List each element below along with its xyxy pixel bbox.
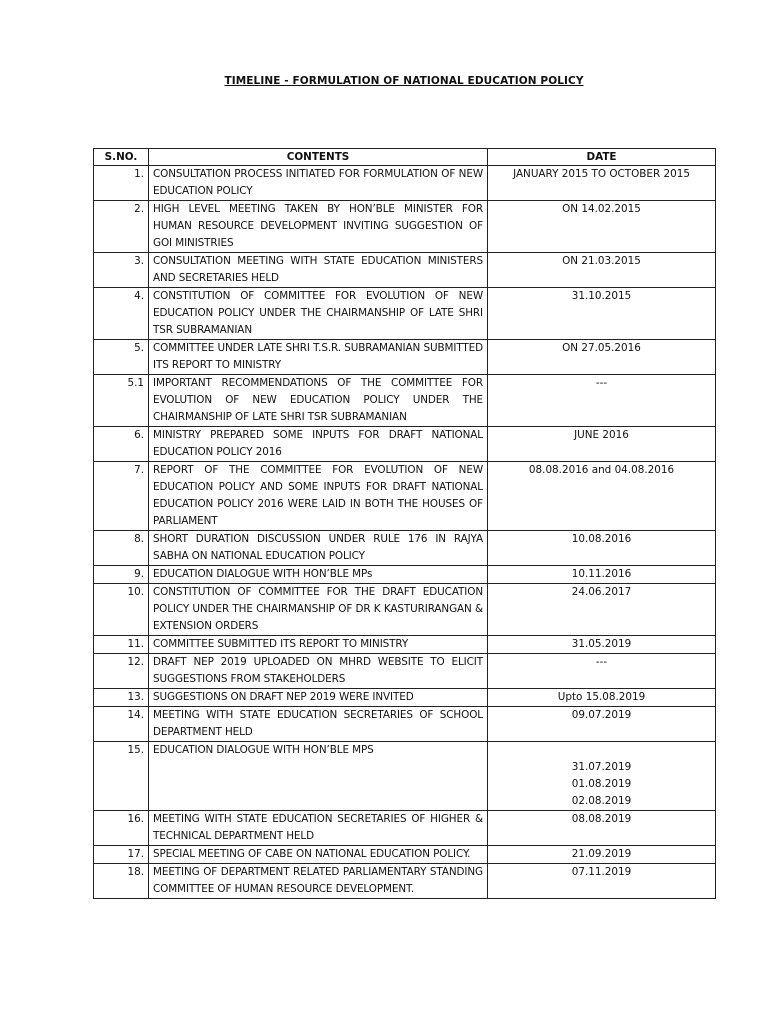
- cell-contents: COMMITTEE UNDER LATE SHRI T.S.R. SUBRAMANIAN SUBMITTED ITS REPORT TO MINISTRY: [149, 340, 488, 375]
- cell-contents: HIGH LEVEL MEETING TAKEN BY HON’BLE MINISTER FOR HUMAN RESOURCE DEVELOPMENT INVITING SUGGESTION OF GOI MINISTRIES: [149, 201, 488, 253]
- cell-date: [488, 654, 716, 689]
- date-line: 01.08.2019: [571, 778, 632, 790]
- cell-sno: 8.: [94, 531, 149, 566]
- cell-sno: 13.: [94, 689, 149, 707]
- cell-date: [488, 584, 716, 636]
- header-date: DATE: [488, 149, 716, 166]
- date-spacer: [492, 742, 711, 759]
- cell-sno: 3.: [94, 253, 149, 288]
- date-line: 10.11.2016: [571, 568, 632, 580]
- cell-date: [488, 253, 716, 288]
- cell-contents: MEETING OF DEPARTMENT RELATED PARLIAMENTARY STANDING COMMITTEE OF HUMAN RESOURCE DEVELOPMENT.: [149, 864, 488, 899]
- table-row: [94, 462, 716, 531]
- date-line: ---: [595, 656, 608, 668]
- date-line: 07.11.2019: [571, 866, 632, 878]
- date-line: 02.08.2019: [571, 795, 632, 807]
- cell-date: [488, 427, 716, 462]
- cell-date: [488, 462, 716, 531]
- cell-contents: CONSULTATION PROCESS INITIATED FOR FORMULATION OF NEW EDUCATION POLICY: [149, 166, 488, 201]
- cell-contents: CONSTITUTION OF COMMITTEE FOR THE DRAFT EDUCATION POLICY UNDER THE CHAIRMANSHIP OF DR K KASTURIRANGAN & EXTENSION ORDERS: [149, 584, 488, 636]
- header-sno: S.NO.: [94, 149, 149, 166]
- cell-sno: 5.: [94, 340, 149, 375]
- cell-sno: 4.: [94, 288, 149, 340]
- date-line: 31.07.2019: [571, 761, 632, 773]
- cell-date: [488, 375, 716, 427]
- table-row: [94, 201, 716, 253]
- date-line: ON 21.03.2015: [562, 255, 641, 267]
- table-row: [94, 566, 716, 584]
- date-line: 24.06.2017: [571, 586, 632, 598]
- cell-contents: CONSULTATION MEETING WITH STATE EDUCATION MINISTERS AND SECRETARIES HELD: [149, 253, 488, 288]
- cell-sno: 14.: [94, 707, 149, 742]
- cell-contents: IMPORTANT RECOMMENDATIONS OF THE COMMITTEE FOR EVOLUTION OF NEW EDUCATION POLICY UNDER THE CHAIRMANSHIP OF LATE SHRI TSR SUBRAMANIAN: [149, 375, 488, 427]
- table-row: [94, 864, 716, 899]
- header-contents: CONTENTS: [149, 149, 488, 166]
- date-line: JUNE 2016: [574, 429, 629, 441]
- date-line: 10.08.2016: [571, 533, 632, 545]
- table-row: [94, 340, 716, 375]
- cell-date: [488, 531, 716, 566]
- table-row: [94, 636, 716, 654]
- cell-contents: COMMITTEE SUBMITTED ITS REPORT TO MINISTRY: [149, 636, 488, 654]
- cell-contents: SHORT DURATION DISCUSSION UNDER RULE 176 IN RAJYA SABHA ON NATIONAL EDUCATION POLICY: [149, 531, 488, 566]
- table-header-row: [94, 149, 716, 166]
- cell-contents: DRAFT NEP 2019 UPLOADED ON MHRD WEBSITE TO ELICIT SUGGESTIONS FROM STAKEHOLDERS: [149, 654, 488, 689]
- table-row: [94, 375, 716, 427]
- cell-contents: EDUCATION DIALOGUE WITH HON’BLE MPs: [149, 566, 488, 584]
- cell-sno: 16.: [94, 811, 149, 846]
- table-row: [94, 166, 716, 201]
- cell-contents: EDUCATION DIALOGUE WITH HON’BLE MPS: [149, 742, 488, 811]
- date-line: 21.09.2019: [571, 848, 632, 860]
- cell-contents: CONSTITUTION OF COMMITTEE FOR EVOLUTION OF NEW EDUCATION POLICY UNDER THE CHAIRMANSHIP OF LATE SHRI TSR SUBRAMANIAN: [149, 288, 488, 340]
- cell-sno: 15.: [94, 742, 149, 811]
- table-row: [94, 531, 716, 566]
- table-row: [94, 742, 716, 811]
- table-row: [94, 288, 716, 340]
- date-line: ON 27.05.2016: [562, 342, 641, 354]
- table-row: [94, 584, 716, 636]
- cell-sno: 10.: [94, 584, 149, 636]
- table-row: [94, 707, 716, 742]
- cell-sno: 9.: [94, 566, 149, 584]
- cell-sno: 17.: [94, 846, 149, 864]
- cell-date: [488, 707, 716, 742]
- cell-date: [488, 340, 716, 375]
- cell-contents: MEETING WITH STATE EDUCATION SECRETARIES OF SCHOOL DEPARTMENT HELD: [149, 707, 488, 742]
- cell-sno: 1.: [94, 166, 149, 201]
- cell-date: [488, 636, 716, 654]
- date-line: 08.08.2019: [571, 813, 632, 825]
- cell-contents: MINISTRY PREPARED SOME INPUTS FOR DRAFT NATIONAL EDUCATION POLICY 2016: [149, 427, 488, 462]
- cell-date: [488, 811, 716, 846]
- date-line: Upto 15.08.2019: [557, 691, 646, 703]
- date-line: 31.10.2015: [571, 290, 632, 302]
- page-title: TIMELINE - FORMULATION OF NATIONAL EDUCATION POLICY: [224, 75, 584, 87]
- cell-sno: 6.: [94, 427, 149, 462]
- cell-date: [488, 689, 716, 707]
- date-line: ---: [595, 377, 608, 389]
- cell-sno: 18.: [94, 864, 149, 899]
- table-row: [94, 846, 716, 864]
- cell-contents: SUGGESTIONS ON DRAFT NEP 2019 WERE INVITED: [149, 689, 488, 707]
- cell-date: [488, 742, 716, 811]
- cell-contents: SPECIAL MEETING OF CABE ON NATIONAL EDUCATION POLICY.: [149, 846, 488, 864]
- table-row: [94, 811, 716, 846]
- timeline-table: [93, 148, 716, 899]
- date-line: JANUARY 2015 TO OCTOBER 2015: [513, 168, 690, 180]
- table-body: [94, 166, 716, 899]
- cell-date: [488, 166, 716, 201]
- table-row: [94, 253, 716, 288]
- table-row: [94, 654, 716, 689]
- table-row: [94, 689, 716, 707]
- cell-sno: 7.: [94, 462, 149, 531]
- cell-date: [488, 566, 716, 584]
- date-line: 08.08.2016 and 04.08.2016: [528, 464, 675, 476]
- date-line: ON 14.02.2015: [562, 203, 641, 215]
- cell-date: [488, 864, 716, 899]
- table-row: [94, 427, 716, 462]
- date-line: 09.07.2019: [571, 709, 632, 721]
- cell-contents: MEETING WITH STATE EDUCATION SECRETARIES OF HIGHER & TECHNICAL DEPARTMENT HELD: [149, 811, 488, 846]
- date-line: 31.05.2019: [571, 638, 632, 650]
- cell-sno: 12.: [94, 654, 149, 689]
- cell-contents: REPORT OF THE COMMITTEE FOR EVOLUTION OF NEW EDUCATION POLICY AND SOME INPUTS FOR DRAFT NATIONAL EDUCATION POLICY 2016 WERE LAID IN BOTH THE HOUSES OF PARLIAMENT: [149, 462, 488, 531]
- cell-sno: 2.: [94, 201, 149, 253]
- cell-sno: 11.: [94, 636, 149, 654]
- cell-date: [488, 846, 716, 864]
- cell-sno: 5.1: [94, 375, 149, 427]
- cell-date: [488, 288, 716, 340]
- cell-date: [488, 201, 716, 253]
